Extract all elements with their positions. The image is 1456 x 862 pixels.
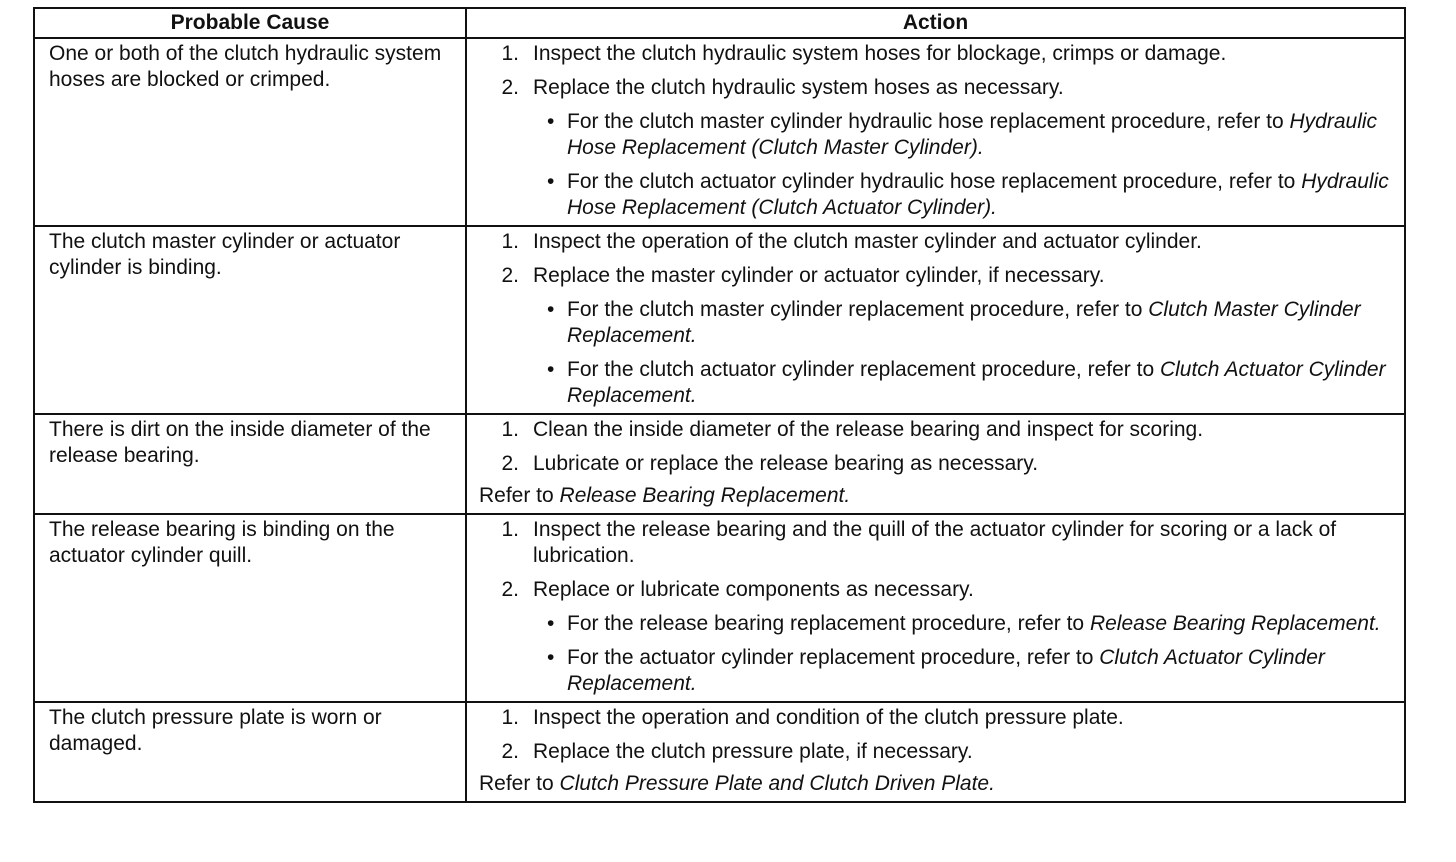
step-text: Replace or lubricate components as necessary. [533,578,974,601]
step-text: Clean the inside diameter of the release bearing and inspect for scoring. [533,418,1204,441]
bullet-dot: • [547,298,555,321]
header-probable-cause: Probable Cause [34,8,466,38]
bullet-lead-text: For the release bearing replacement procedure, refer to [567,612,1090,635]
procedure-reference: Release Bearing Replacement. [559,484,851,507]
refer-line [479,483,1394,509]
action-step [481,75,1394,101]
table-row [34,702,1405,802]
bullet-text [567,297,1394,349]
bullet-dot: • [547,110,555,133]
step-number: 1. [501,42,519,65]
step-text: Replace the clutch hydraulic system hoses as necessary. [533,76,1064,99]
bullet-lead-text: For the actuator cylinder replacement procedure, refer to [567,646,1100,669]
step-text: Lubricate or replace the release bearing as necessary. [533,452,1039,475]
procedure-bullet [481,109,1394,161]
troubleshooting-table [33,7,1406,803]
bullet-text [567,357,1394,409]
table-row [34,414,1405,514]
procedure-bullet [481,297,1394,349]
bullet-dot: • [547,612,555,635]
bullet-lead-text: For the clutch master cylinder replacement procedure, refer to [567,298,1149,321]
bullet-lead-text: For the clutch actuator cylinder hydraulic hose replacement procedure, refer to [567,170,1302,193]
refer-lead-text: Refer to [479,484,560,507]
step-number: 1. [501,230,519,253]
step-number: 2. [501,452,519,475]
bullet-text [567,611,1394,637]
header-action: Action [466,8,1405,38]
table-row [34,226,1405,414]
bullet-dot: • [547,170,555,193]
procedure-reference: Hydraulic Hose Replacement (Clutch Master Cylinder). [567,110,1378,159]
step-text: Inspect the operation of the clutch master cylinder and actuator cylinder. [533,230,1202,253]
probable-cause-cell: The clutch master cylinder or actuator cylinder is binding. [34,226,466,414]
action-cell [466,414,1405,514]
action-cell [466,226,1405,414]
probable-cause-cell: The release bearing is binding on the actuator cylinder quill. [34,514,466,702]
probable-cause-cell: The clutch pressure plate is worn or damaged. [34,702,466,802]
step-text: Inspect the clutch hydraulic system hoses for blockage, crimps or damage. [533,42,1227,65]
procedure-reference: Clutch Master Cylinder Replacement. [567,298,1361,347]
action-step [481,451,1394,477]
table-header-row [34,8,1405,38]
step-number: 2. [501,264,519,287]
procedure-bullet [481,169,1394,221]
action-step [481,577,1394,603]
action-cell [466,514,1405,702]
action-step [481,417,1394,443]
procedure-bullet [481,645,1394,697]
procedure-reference: Clutch Pressure Plate and Clutch Driven Plate. [559,772,995,795]
action-step [481,739,1394,765]
bullet-lead-text: For the clutch master cylinder hydraulic hose replacement procedure, refer to [567,110,1290,133]
procedure-reference: Release Bearing Replacement. [1089,612,1381,635]
step-text: Replace the master cylinder or actuator cylinder, if necessary. [533,264,1105,287]
probable-cause-cell: There is dirt on the inside diameter of the release bearing. [34,414,466,514]
step-text: Replace the clutch pressure plate, if necessary. [533,740,973,763]
procedure-reference: Clutch Actuator Cylinder Replacement. [567,358,1386,407]
refer-line [479,771,1394,797]
procedure-reference: Hydraulic Hose Replacement (Clutch Actuator Cylinder). [567,170,1389,219]
step-text: Inspect the release bearing and the quill of the actuator cylinder for scoring or a lack of lubrication. [533,518,1337,567]
procedure-bullet [481,611,1394,637]
bullet-text [567,169,1394,221]
table-body [34,38,1405,802]
table-row [34,38,1405,226]
step-number: 1. [501,418,519,441]
step-text: Inspect the operation and condition of the clutch pressure plate. [533,706,1124,729]
step-number: 1. [501,706,519,729]
bullet-lead-text: For the clutch actuator cylinder replacement procedure, refer to [567,358,1160,381]
action-step [481,263,1394,289]
action-cell [466,38,1405,226]
probable-cause-cell: One or both of the clutch hydraulic system hoses are blocked or crimped. [34,38,466,226]
action-step [481,705,1394,731]
procedure-reference: Clutch Actuator Cylinder Replacement. [567,646,1325,695]
action-cell [466,702,1405,802]
step-number: 2. [501,76,519,99]
step-number: 1. [501,518,519,541]
action-step [481,229,1394,255]
procedure-bullet [481,357,1394,409]
action-step [481,41,1394,67]
refer-lead-text: Refer to [479,772,560,795]
bullet-text [567,645,1394,697]
bullet-dot: • [547,646,555,669]
step-number: 2. [501,578,519,601]
bullet-dot: • [547,358,555,381]
step-number: 2. [501,740,519,763]
action-step [481,517,1394,569]
bullet-text [567,109,1394,161]
table-row [34,514,1405,702]
